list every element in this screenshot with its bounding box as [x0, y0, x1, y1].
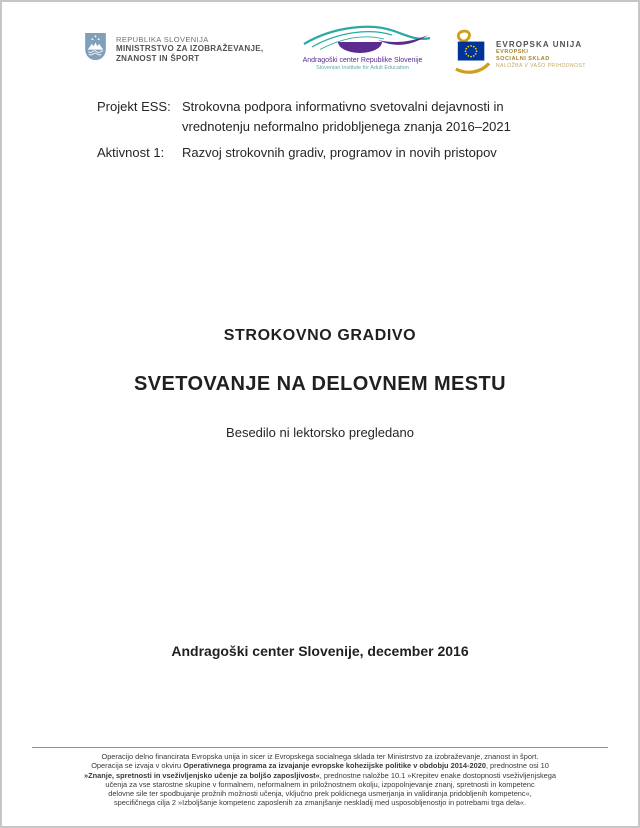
ministry-line3: ZNANOST IN ŠPORT [116, 53, 200, 63]
document-kicker: STROKOVNO GRADIVO [223, 327, 417, 344]
ministry-logo [84, 32, 263, 63]
eu-esf-logo [454, 29, 586, 75]
ministry-line1: REPUBLIKA SLOVENIJA [116, 35, 209, 44]
eu-line2: EVROPSKI [496, 49, 529, 55]
footer-line: Operacijo delno financirata Evropska unija in sicer iz Evropskega socialnega sklada ter Ministrstvo za izobraževanje, znanost in šport. [101, 752, 539, 761]
publisher-imprint: Andragoški center Slovenije, december 2016 [171, 643, 469, 659]
acs-name: Andragoški center Republike Slovenije [302, 57, 423, 64]
footer-line: »Znanje, spretnosti in vseživljenjsko učenje za boljšo zaposljivost«, prednostne naložbe 10.1 »Krepitev enake dostopnosti vseživljenjskega [84, 770, 556, 780]
footer-line: delovne sile ter spodbujanje prožnih možnosti učenja, vključno prek poklicnega usmerjanja in validiranja pridobljenih kompetenc«, [108, 789, 532, 799]
ministry-line2: MINISTRSTVO ZA IZOBRAŽEVANJE, [116, 44, 264, 53]
project-row-activity [97, 143, 574, 163]
acs-logo [290, 22, 435, 72]
project-ess-text: Strokovna podpora informativno svetovalni dejavnosti in vrednotenju neformalno pridobljenega znanja 2016–2021 [182, 99, 511, 134]
eu-line3: SOCIALNI SKLAD [496, 55, 550, 62]
proofread-note: Besedilo ni lektorsko pregledano [226, 425, 414, 440]
footer-line: Operacija se izvaja v okviru Operativnega programa za izvajanje evropske kohezijske politike v obdobju 2014-2020, prednostne osi 10 [91, 761, 549, 771]
acs-wave-icon [290, 22, 435, 56]
footer-line: specifičnega cilja 2 »Izboljšanje kompetenc zaposlenih za zmanjšanje neskladij med usposobljenostjo in potrebami trga dela«. [113, 798, 527, 808]
activity-text: Razvoj strokovnih gradiv, programov in novih pristopov [182, 145, 497, 160]
slovenia-coat-of-arms-icon [84, 32, 107, 61]
eu-line4: NALOŽBA V VAŠO PRIHODNOST [496, 63, 586, 69]
document-title: SVETOVANJE NA DELOVNEM MESTU [134, 373, 506, 395]
project-info [97, 97, 574, 163]
acs-subtitle: Slovenian Institute for Adult Education [316, 65, 409, 71]
footer-line: učenja za vse starostne skupine v formalnem, neformalnem in priložnostnem okolju, izpopolnjevanje znanj, spretnosti in kompetenc [105, 779, 535, 789]
eu-flag-icon [454, 29, 490, 75]
footer-fine-print [32, 747, 608, 808]
project-row-ess [97, 97, 574, 137]
eu-line1: EVROPSKA UNIJA [496, 40, 583, 49]
project-ess-label: Projekt ESS: [97, 99, 171, 114]
activity-label: Aktivnost 1: [97, 145, 165, 160]
